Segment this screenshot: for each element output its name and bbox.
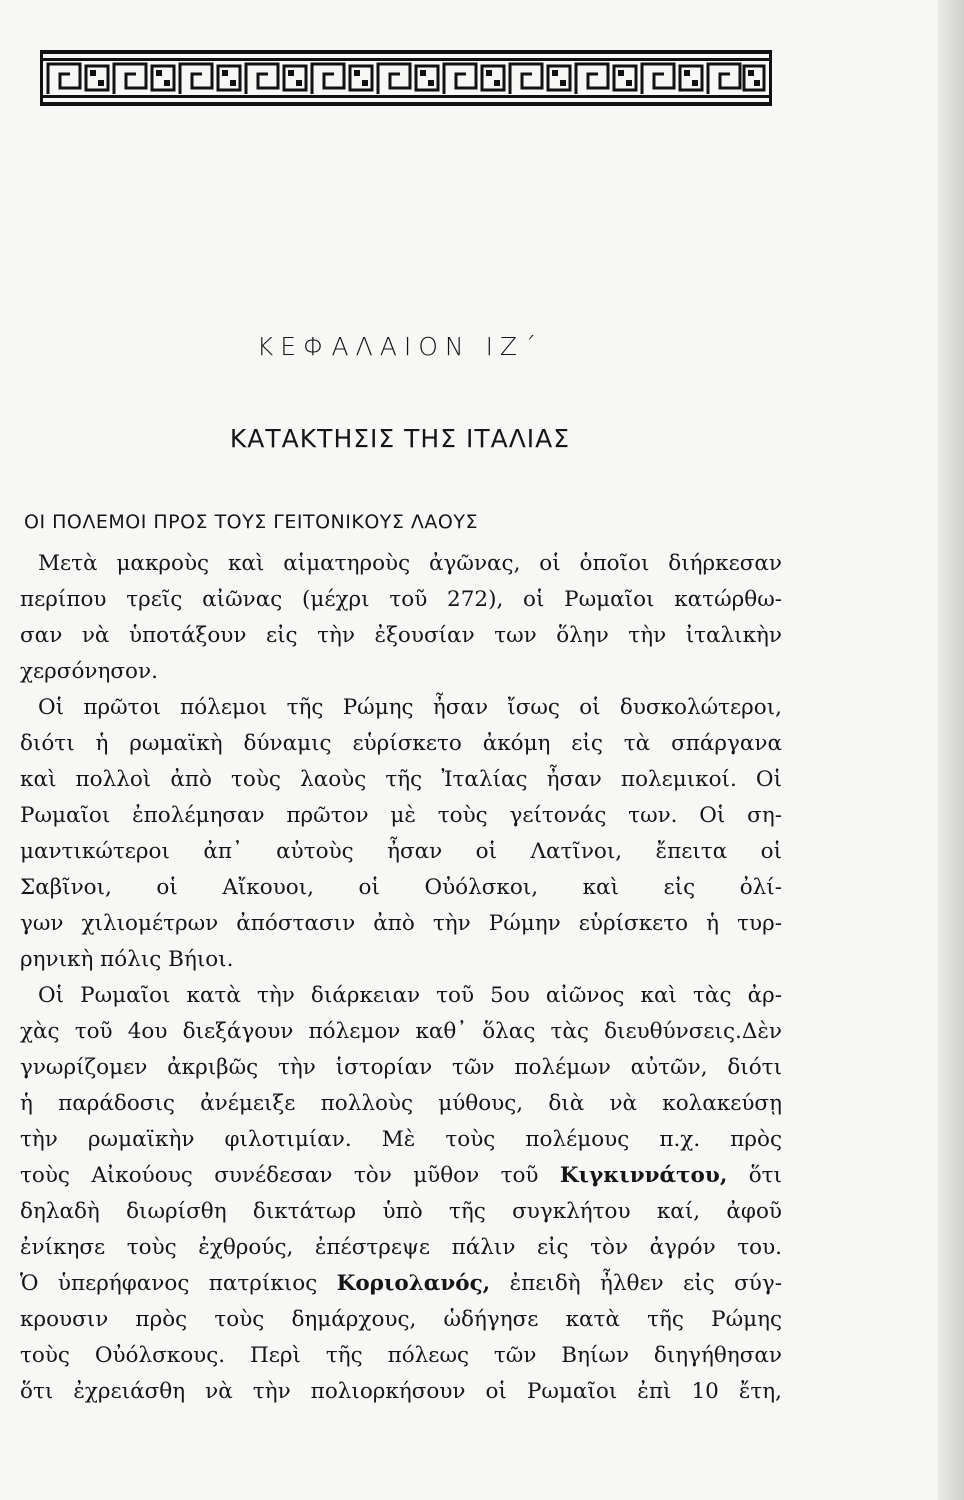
text-line: γων χιλιομέτρων ἀπόστασιν ἀπὸ τὴν Ρώμην εὑρίσκετο ἡ τυρ- xyxy=(20,911,782,936)
bold-name-kigkinnatos: Κιγκιννάτου, xyxy=(559,1163,728,1188)
text-segment: ἐπειδὴ ἦλθεν εἰς σύγ- xyxy=(509,1271,782,1296)
text-line: τὴν ρωμαϊκὴν φιλοτιμίαν. Μὲ τοὺς πολέμους π.χ. πρὸς xyxy=(20,1127,782,1152)
text-line: δηλαδὴ διωρίσθη δικτάτωρ ὑπὸ τῆς συγκλήτου καί, ἀφοῦ xyxy=(20,1199,782,1224)
text-line xyxy=(20,1158,782,1194)
text-line: Μετὰ μακροὺς καὶ αἱματηροὺς ἀγῶνας, οἱ ὁποῖοι διήρκεσαν xyxy=(38,551,782,576)
section-heading: ΟΙ ΠΟΛΕΜΟΙ ΠΡΟΣ ΤΟΥΣ ΓΕΙΤΟΝΙΚΟΥΣ ΛΑΟΥΣ xyxy=(24,511,478,533)
text-line: καὶ πολλοὶ ἀπὸ τοὺς λαοὺς τῆς Ἰταλίας ἦσαν πολεμικοί. Οἱ xyxy=(20,767,782,792)
text-line: σαν νὰ ὑποτάξουν εἰς τὴν ἐξουσίαν των ὅλην τὴν ἰταλικὴν xyxy=(20,623,782,648)
chapter-heading: ΚΕΦΑΛΑΙΟΝ ΙΖ΄ xyxy=(256,332,544,361)
text-line: διότι ἡ ρωμαϊκὴ δύναμις εὑρίσκετο ἀκόμη εἰς τὰ σπάργανα xyxy=(20,731,782,756)
text-line: Σαβῖνοι, οἱ Αἴκουοι, οἱ Οὐόλσκοι, καὶ εἰς ὀλί- xyxy=(20,875,782,900)
text-segment: Ὁ ὑπερήφανος πατρίκιος xyxy=(20,1271,318,1296)
text-line: μαντικώτεροι ἀπ᾽ αὐτοὺς ἦσαν οἱ Λατῖνοι, ἔπειτα οἱ xyxy=(20,839,782,864)
text-line: τοὺς Οὐόλσκους. Περὶ τῆς πόλεως τῶν Βηίων διηγήθησαν xyxy=(20,1343,782,1368)
text-line: Ρωμαῖοι ἐπολέμησαν πρῶτον μὲ τοὺς γείτονάς των. Οἱ ση- xyxy=(20,803,782,828)
text-segment: τοὺς Αἰκούους συνέδεσαν τὸν μῦθον τοῦ xyxy=(20,1163,539,1188)
text-line: ἡ παράδοσις ἀνέμειξε πολλοὺς μύθους, διὰ νὰ κολακεύσῃ xyxy=(20,1091,782,1116)
text-line: περίπου τρεῖς αἰῶνας (μέχρι τοῦ 272), οἱ Ρωμαῖοι κατώρθω- xyxy=(20,587,782,612)
greek-key-ornament-icon xyxy=(40,50,772,106)
text-line: χερσόνησον. xyxy=(20,659,158,684)
text-line: Οἱ Ρωμαῖοι κατὰ τὴν διάρκειαν τοῦ 5ου αἰῶνος καὶ τὰς ἀρ- xyxy=(38,983,782,1008)
text-line: γνωρίζομεν ἀκριβῶς τὴν ἱστορίαν τῶν πολέμων αὐτῶν, διότι xyxy=(20,1055,782,1080)
chapter-title: ΚΑΤΑΚΤΗΣΙΣ ΤΗΣ ΙΤΑΛΙΑΣ xyxy=(229,424,571,453)
text-line: ρηνικὴ πόλις Βήιοι. xyxy=(20,947,234,972)
text-line: χὰς τοῦ 4ου διεξάγουν πόλεμον καθ᾽ ὅλας τὰς διευθύνσεις.Δὲν xyxy=(20,1019,782,1044)
text-line: ἐνίκησε τοὺς ἐχθρούς, ἐπέστρεψε πάλιν εἰς τὸν ἀγρόν του. xyxy=(20,1235,782,1260)
text-line: κρουσιν πρὸς τοὺς δημάρχους, ὡδήγησε κατὰ τῆς Ρώμης xyxy=(20,1307,782,1332)
text-line xyxy=(20,1266,782,1302)
text-segment: ὅτι xyxy=(748,1163,782,1188)
text-line: Οἱ πρῶτοι πόλεμοι τῆς Ρώμης ἦσαν ἴσως οἱ δυσκολώτεροι, xyxy=(38,695,782,720)
page-edge-shadow xyxy=(938,0,964,1500)
text-line: ὅτι ἐχρειάσθη νὰ τὴν πολιορκήσουν οἱ Ρωμαῖοι ἐπὶ 10 ἔτη, xyxy=(20,1379,782,1404)
bold-name-koriolanos: Κοριολανός, xyxy=(336,1271,491,1296)
